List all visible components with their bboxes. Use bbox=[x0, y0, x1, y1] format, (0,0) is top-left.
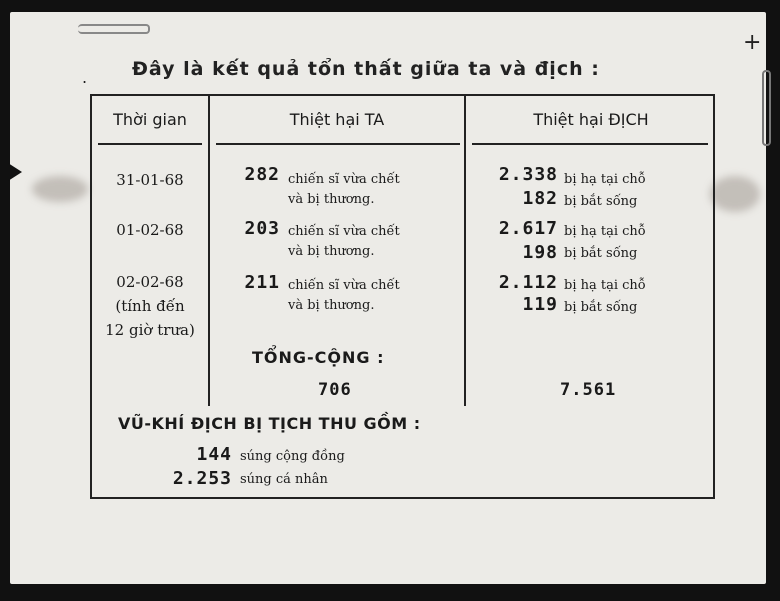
ours-desc-line: chiến sĩ vừa chết bbox=[288, 172, 400, 187]
header-time: Thời gian bbox=[113, 110, 187, 129]
enemy-captured-desc: bị bắt sống bbox=[564, 194, 638, 209]
weapon-value: 2.253 bbox=[172, 468, 232, 489]
date-line: 31-01-68 bbox=[116, 171, 184, 189]
total-label: TỔNG-CỘNG : bbox=[252, 348, 385, 367]
enemy-killed-value: 2.338 bbox=[498, 164, 558, 185]
enemy-killed-desc: bị hạ tại chỗ bbox=[564, 172, 646, 187]
ours-desc-line: và bị thương. bbox=[288, 244, 375, 259]
results-table bbox=[90, 94, 715, 499]
ours-desc bbox=[288, 170, 400, 210]
total-enemy: 7.561 bbox=[560, 380, 617, 400]
ours-desc-line: chiến sĩ vừa chết bbox=[288, 224, 400, 239]
enemy-killed-value: 2.112 bbox=[498, 272, 558, 293]
date-line: 02-02-68 bbox=[116, 273, 184, 291]
header-rule bbox=[216, 143, 460, 145]
weapon-desc: súng cộng đồng bbox=[240, 449, 345, 464]
header-ours: Thiệt hại TA bbox=[289, 110, 385, 129]
paper-clip-mark bbox=[762, 70, 771, 146]
stain bbox=[710, 176, 760, 212]
ours-desc-line: và bị thương. bbox=[288, 192, 375, 207]
row-date bbox=[92, 270, 208, 342]
date-line: 12 giờ trưa) bbox=[105, 321, 195, 339]
header-rule bbox=[98, 143, 202, 145]
enemy-captured-value: 119 bbox=[522, 294, 558, 315]
ours-desc bbox=[288, 222, 400, 262]
weapon-value: 144 bbox=[196, 444, 232, 465]
ours-value: 203 bbox=[244, 218, 280, 239]
enemy-killed-desc: bị hạ tại chỗ bbox=[564, 224, 646, 239]
enemy-killed-desc: bị hạ tại chỗ bbox=[564, 278, 646, 293]
page-title: Đây là kết quả tổn thất giữa ta và địch : bbox=[132, 58, 600, 80]
ours-value: 211 bbox=[244, 272, 280, 293]
row-date bbox=[92, 218, 208, 242]
bullet-dot: . bbox=[82, 68, 88, 87]
enemy-captured-desc: bị bắt sống bbox=[564, 300, 638, 315]
enemy-captured-desc: bị bắt sống bbox=[564, 246, 638, 261]
date-line: 01-02-68 bbox=[116, 221, 184, 239]
column-divider bbox=[464, 96, 466, 406]
torn-notch bbox=[8, 163, 22, 181]
row-date bbox=[92, 168, 208, 192]
enemy-captured-value: 198 bbox=[522, 242, 558, 263]
paper-clip-mark bbox=[78, 24, 150, 34]
ours-desc bbox=[288, 276, 400, 316]
ours-desc-line: chiến sĩ vừa chết bbox=[288, 278, 400, 293]
ours-desc-line: và bị thương. bbox=[288, 298, 375, 313]
header-enemy: Thiệt hại ĐỊCH bbox=[533, 110, 649, 129]
weapon-desc: súng cá nhân bbox=[240, 472, 328, 487]
weapons-label: VŨ-KHÍ ĐỊCH BỊ TỊCH THU GỒM : bbox=[118, 414, 421, 433]
ours-value: 282 bbox=[244, 164, 280, 185]
stain bbox=[32, 176, 88, 202]
total-ours: 706 bbox=[318, 380, 352, 400]
date-line: (tính đến bbox=[115, 297, 185, 315]
enemy-captured-value: 182 bbox=[522, 188, 558, 209]
column-divider bbox=[208, 96, 210, 406]
enemy-killed-value: 2.617 bbox=[498, 218, 558, 239]
cross-mark-icon: + bbox=[743, 30, 762, 55]
header-rule bbox=[472, 143, 708, 145]
